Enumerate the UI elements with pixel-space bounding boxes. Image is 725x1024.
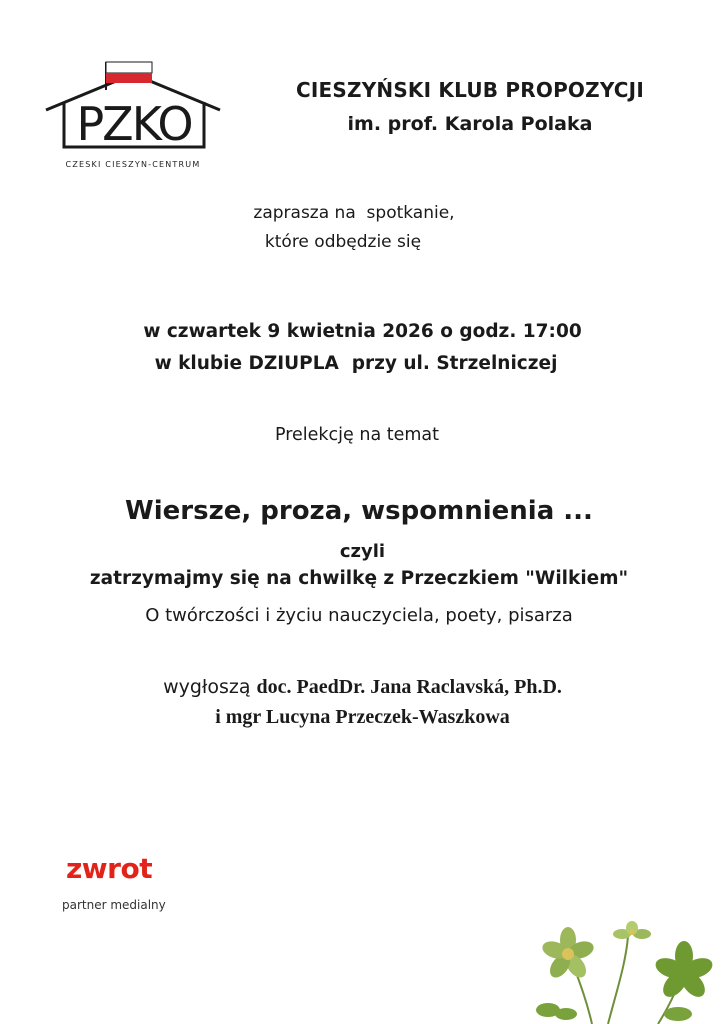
invitation-line-1: zaprasza na spotkanie, <box>253 203 455 223</box>
partner-caption: partner medialny <box>62 898 166 912</box>
club-name: CIESZYŃSKI KLUB PROPOZYCJI <box>296 78 644 102</box>
flower-illustration-icon <box>508 918 725 1024</box>
speaker-second: i mgr Lucyna Przeczek-Waszkowa <box>215 706 510 728</box>
flag-icon <box>106 62 152 90</box>
lecture-subtitle: zatrzymajmy się na chwilkę z Przeczkiem "Wilkiem" <box>89 568 629 589</box>
logo-caption: CZESKI CIESZYN-CENTRUM <box>65 160 201 169</box>
speaker-first: doc. PaedDr. Jana Raclavská, Ph.D. <box>256 676 562 698</box>
zwrot-logo: zwrot <box>66 852 153 885</box>
lecture-description: O twórczości i życiu nauczyciela, poety, pisarza <box>145 605 573 626</box>
logo-wordmark: PZKO <box>76 97 192 151</box>
pzko-logo <box>42 60 224 175</box>
event-date: w czwartek 9 kwietnia 2026 o godz. 17:00 <box>143 321 582 342</box>
lecture-title: Wiersze, proza, wspomnienia ... <box>125 496 593 526</box>
club-patron: im. prof. Karola Polaka <box>347 113 593 135</box>
invitation-line-2: które odbędzie się <box>264 232 422 252</box>
event-place: w klubie DZIUPLA przy ul. Strzelniczej <box>154 353 558 374</box>
lecture-connector: czyli <box>339 541 386 562</box>
lecture-intro: Prelekcję na temat <box>274 425 440 445</box>
speakers-verb: wygłoszą <box>163 676 251 698</box>
speakers-line-1 <box>0 676 725 699</box>
